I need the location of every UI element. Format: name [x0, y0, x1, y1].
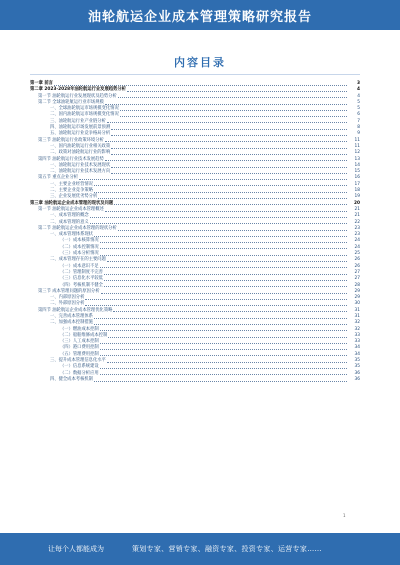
toc-entry-page: 23	[354, 225, 360, 231]
toc-entry-title: （五）管理费用控制	[60, 351, 99, 357]
toc-entry-page: 29	[354, 288, 360, 294]
toc-entry-title: （一）成本核算情况	[60, 238, 99, 244]
toc-entry-page: 11	[354, 137, 360, 143]
toc-dot-leader	[101, 293, 347, 294]
toc-dot-leader	[85, 299, 347, 300]
toc-entry-title: 一、主要企业经营情况	[50, 181, 93, 187]
toc-dot-leader	[113, 311, 347, 312]
toc-entry-page: 5	[357, 106, 360, 112]
toc-entry-title: 第一节 油轮航运企业成本管理概述	[38, 206, 104, 212]
toc-entry-page: 30	[354, 301, 360, 307]
report-header	[0, 0, 400, 30]
toc-entry-title: 三、提升成本管理信息化水平	[50, 358, 106, 364]
toc-dot-leader	[94, 324, 347, 325]
report-title: 油轮航运企业成本管理策略研究报告	[87, 9, 312, 25]
toc-entry-title: 第二节 全球油轮航运行业市场规模	[38, 99, 104, 105]
toc-entry-title: 第二章 2023-2028年油轮航运行业发展趋势分析	[30, 87, 126, 93]
toc-dot-leader	[98, 198, 347, 199]
toc-entry-title: 二、国内油轮航运市场规模变化情况	[50, 112, 119, 118]
toc-entry-page: 19	[354, 194, 360, 200]
toc-entry-page: 8	[357, 125, 360, 131]
toc-dot-leader	[104, 280, 347, 281]
toc-entry-page: 33	[354, 339, 360, 345]
toc-dot-leader	[94, 381, 347, 382]
toc-dot-leader	[107, 362, 347, 363]
toc-entry-page: 34	[354, 351, 360, 357]
toc-entry-page: 25	[354, 251, 360, 257]
toc-entry-page: 35	[354, 358, 360, 364]
toc-dot-leader	[100, 255, 347, 256]
toc-entry-page: 32	[354, 320, 360, 326]
toc-entry-title: 第四节 油轮航运企业成本管理优化策略	[38, 307, 113, 313]
toc-entry-title: 第四节 油轮航运行业技术发展趋势	[38, 156, 104, 162]
toc-dot-leader	[105, 211, 347, 212]
toc-entry-page: 33	[354, 332, 360, 338]
toc-entry-title: 二、油轮航运行业技术发展方向	[50, 169, 111, 175]
toc-entry[interactable]	[30, 377, 360, 383]
toc-dot-leader	[100, 267, 347, 268]
toc-dot-leader	[105, 160, 347, 161]
toc-entry-title: （三）人工成本控制	[60, 339, 99, 345]
toc-entry-title: 二、加强成本控制措施	[50, 320, 93, 326]
toc-entry-page: 4	[357, 93, 360, 99]
report-footer	[0, 533, 400, 565]
toc-entry-title: 第三节 成本管理问题的原因分析	[38, 288, 100, 294]
toc-dot-leader	[100, 248, 347, 249]
toc-entry-title: 一、成本管理体系现状	[50, 232, 93, 238]
toc-dot-leader	[120, 116, 347, 117]
toc-entry-title: 第一节 油轮航运行业发展现状及趋势分析	[38, 93, 117, 99]
toc-entry-page: 13	[354, 156, 360, 162]
toc-entry-page: 32	[354, 326, 360, 332]
toc-entry-page: 17	[354, 181, 360, 187]
toc-entry-page: 22	[354, 219, 360, 225]
toc-entry-title: 二、主要企业竞争策略	[50, 188, 93, 194]
toc-dot-leader	[94, 192, 347, 193]
toc-entry-page: 11	[354, 143, 360, 149]
toc-dot-leader	[111, 173, 347, 174]
toc-dot-leader	[111, 154, 347, 155]
toc-entry-title: （一）信息系统建设	[60, 364, 99, 370]
toc-entry-title: （一）燃油成本控制	[60, 326, 99, 332]
toc-dot-leader	[104, 286, 347, 287]
toc-dot-leader	[114, 204, 347, 205]
toc-entry-title: 一、国内油轮航运行业相关政策	[50, 143, 111, 149]
toc-dot-leader	[127, 91, 347, 92]
toc-dot-leader	[100, 330, 347, 331]
toc-dot-leader	[108, 337, 347, 338]
toc-entry-title: 二、政策对油轮航运行业的影响	[50, 150, 111, 156]
toc-entry-title: 四、油轮航运市场发展前景预测	[50, 125, 111, 131]
toc-entry-title: （四）港口费用控制	[60, 345, 99, 351]
toc-entry-title: （二）管理制度不完善	[60, 269, 103, 275]
toc-entry-title: 二、成本管理存在的主要问题	[50, 257, 106, 263]
toc-entry-page: 4	[357, 87, 360, 93]
toc-entry-title: 第三节 油轮航运行业政策环境分析	[38, 137, 104, 143]
toc-entry-page: 35	[354, 364, 360, 370]
toc-entry-page: 20	[354, 200, 360, 206]
toc-entry-page: 24	[354, 238, 360, 244]
toc-dot-leader	[100, 355, 347, 356]
toc-dot-leader	[111, 167, 347, 168]
toc-entry-title: 一、完善成本管理体系	[50, 313, 93, 319]
toc-dot-leader	[111, 148, 347, 149]
toc-entry-page: 12	[354, 150, 360, 156]
toc-dot-leader	[118, 230, 347, 231]
toc-dot-leader	[100, 368, 347, 369]
toc-entry-page: 24	[354, 244, 360, 250]
toc-entry-title: （四）考核机制不健全	[60, 282, 103, 288]
toc-dot-leader	[100, 374, 347, 375]
toc-dot-leader	[105, 104, 347, 105]
toc-dot-leader	[79, 179, 347, 180]
toc-dot-leader	[111, 135, 347, 136]
toc-dot-leader	[90, 217, 347, 218]
toc-entry-page: 16	[354, 175, 360, 181]
toc-entry-title: （三）信息化水平较低	[60, 276, 103, 282]
toc-entry-page: 9	[357, 131, 360, 137]
page-number: 1	[343, 513, 346, 518]
toc-dot-leader	[120, 110, 347, 111]
toc-dot-leader	[100, 349, 347, 350]
toc-entry-title: 第一章 前言	[30, 81, 53, 86]
table-of-contents	[30, 81, 360, 383]
toc-entry-title: （二）数据分析应用	[60, 370, 99, 376]
footer-tags: 策划专家、营销专家、融资专家、投资专家、运营专家……	[132, 545, 322, 553]
toc-divider	[30, 74, 360, 75]
toc-entry-page: 5	[357, 99, 360, 105]
toc-entry-title: 第二节 油轮航运企业成本管理的现状分析	[38, 225, 117, 231]
toc-entry-title: 三、企业发展优劣势分析	[50, 194, 98, 200]
toc-entry-title: （二）成本控制情况	[60, 244, 99, 250]
toc-dot-leader	[94, 236, 347, 237]
toc-dot-leader	[94, 318, 347, 319]
toc-entry-title: 一、内部原因分析	[50, 295, 85, 301]
toc-entry-page: 28	[354, 282, 360, 288]
toc-dot-leader	[85, 305, 347, 306]
toc-entry-title: 第五节 重点企业分析	[38, 175, 79, 181]
toc-entry-page: 6	[357, 112, 360, 118]
footer-slogan: 让每个人都能成为	[48, 545, 104, 553]
toc-entry-page: 14	[354, 162, 360, 168]
toc-entry-title: 二、外部原因分析	[50, 301, 85, 307]
toc-entry-title: （三）成本分析情况	[60, 251, 99, 257]
toc-entry-page: 3	[357, 81, 360, 86]
toc-dot-leader	[111, 129, 347, 130]
toc-entry-page: 18	[354, 188, 360, 194]
toc-dot-leader	[54, 85, 347, 86]
toc-dot-leader	[118, 97, 347, 98]
toc-entry-title: 四、健全成本考核机制	[50, 376, 93, 382]
toc-entry-title: （一）成本意识不足	[60, 263, 99, 269]
toc-entry-page: 21	[354, 206, 360, 212]
toc-dot-leader	[107, 122, 347, 123]
toc-entry-page: 31	[354, 307, 360, 313]
toc-entry-page: 26	[354, 257, 360, 263]
toc-entry-page: 26	[354, 263, 360, 269]
toc-title: 内容目录	[174, 56, 226, 69]
toc-entry-title: 五、油轮航运行业竞争格局分析	[50, 131, 111, 137]
toc-entry-page: 21	[354, 213, 360, 219]
toc-entry-title: 第三章 油轮航运企业成本管理的现状及问题	[30, 200, 114, 206]
toc-entry-title: （二）船舶维修成本控制	[60, 332, 108, 338]
toc-entry-title: 二、成本管理的意义	[50, 219, 89, 225]
toc-entry-page: 34	[354, 345, 360, 351]
toc-dot-leader	[107, 261, 347, 262]
toc-dot-leader	[105, 141, 347, 142]
toc-entry-page: 23	[354, 232, 360, 238]
toc-entry-page: 7	[357, 118, 360, 124]
toc-entry-page: 27	[354, 269, 360, 275]
toc-entry-title: 一、全球油轮航运市场规模变化情况	[50, 106, 119, 112]
toc-dot-leader	[104, 274, 347, 275]
toc-entry-title: 一、成本管理的概念	[50, 213, 89, 219]
toc-entry-page: 31	[354, 313, 360, 319]
toc-entry-page: 29	[354, 295, 360, 301]
toc-dot-leader	[94, 185, 347, 186]
toc-entry-page: 27	[354, 276, 360, 282]
toc-entry-title: 一、油轮航运行业技术发展现状	[50, 162, 111, 168]
toc-dot-leader	[100, 242, 347, 243]
toc-dot-leader	[90, 223, 347, 224]
toc-entry-title: 三、油轮航运行业产业链分析	[50, 118, 106, 124]
toc-dot-leader	[100, 343, 347, 344]
toc-entry-page: 36	[354, 370, 360, 376]
toc-entry-page: 15	[354, 169, 360, 175]
toc-entry-page: 36	[354, 376, 360, 382]
